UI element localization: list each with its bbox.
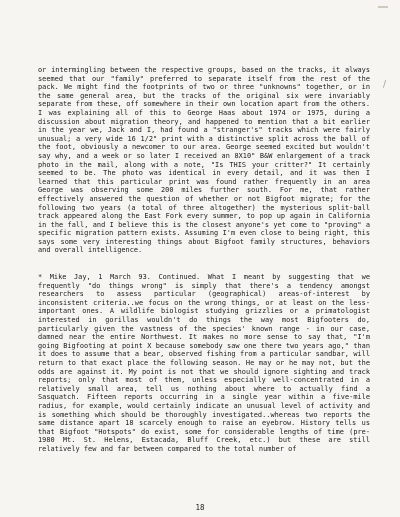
page-number: 18 xyxy=(195,503,205,512)
margin-pencil-mark: / xyxy=(382,80,386,90)
body-text xyxy=(38,66,370,454)
page-edge-mark xyxy=(378,6,388,8)
paragraph-mike-jay-letter: * Mike Jay, 1 March 93. Continued. What I meant by suggesting that we frequently "do things wrong" is simply that there's a tendency amongst researchers to assess particular (geographical) areas-of-interest by inconsistent criteria..we focus on the wrong things, or at least on the less-important ones. A wildlife biologist studying grizzlies or a primatologist interested in gorillas wouldn't do things the way most Bigfooters do, particularly given the vastness of the species' known range - in our case, damned near the entire Northwest. It makes no more sense to say that, "I'm going Bigfooting at point X because somebody saw one there two years ago," than it does to assume that a bear, observed fishing from a particular sandbar, will return to that exact place the following season. He may or he may not, but the odds are against it. My point is not that we should ignore sighting and track reports; only that most of them, unless especially well-concentrated in a relatively small area, tell us nothing about where to actually find a Sasquatch. Fifteen reports occurring in a single year within a five-mile radius, for example, would certainly indicate an unusual level of activity and is something which should be thoroughly investigated..whereas two reports the same distance apart 18 scarcely enough to raise an eyebrow. History tells us that Bigfoot "Hotspots" do exist, some for considerable lengths of time (pre-1980 Mt. St. Helens, Estacada, Bluff Creek, etc.) but these are still relatively few and far between compared to the total number of xyxy=(38,273,370,453)
paragraph-migration: or intermingling between the respective groups, based on the tracks, it always seemed that our "family" preferred to separate itself from the rest of the pack. We might find the footprints of two or three "unknowns" together, or in the same general area, but the tracks of the original six were invariably separate from these, off somewhere in their own location apart from the others. I was explaining all of this to George Haas about 1974 or 1975, during a discussion about migration theory, and happened to mention that a bit earlier in the year we, Jack and I, had found a "stranger's" tracks which were fairly unusual; a very wide 16 1/2" print with a distinctive split across the ball of the foot, obviously a newcomer to our area. George seemed excited but wouldn't say why, and a week or so later I received an 8X10" B&W enlargement of a track photo in the mail, along with a note, "Is THIS your critter?" It certainly seemed to be. The photo was identical in every detail, and it was then I learned that this particular print was found rather frequently in an area George was observing some 200 miles further south. For me, that rather effectively answered the question of whether or not Bigfoot migrate; for the following two years (a total of three altogether) the mysterious split-ball track appeared along the East Fork every summer, to pop up again in California in the fall, and I believe this is the closest anyone's yet come to "proving" a specific migration pattern exists. Assuming I'm even close to being right, this says some very interesting things about Bigfoot family structures, behaviors and overall intelligence. xyxy=(38,66,370,255)
